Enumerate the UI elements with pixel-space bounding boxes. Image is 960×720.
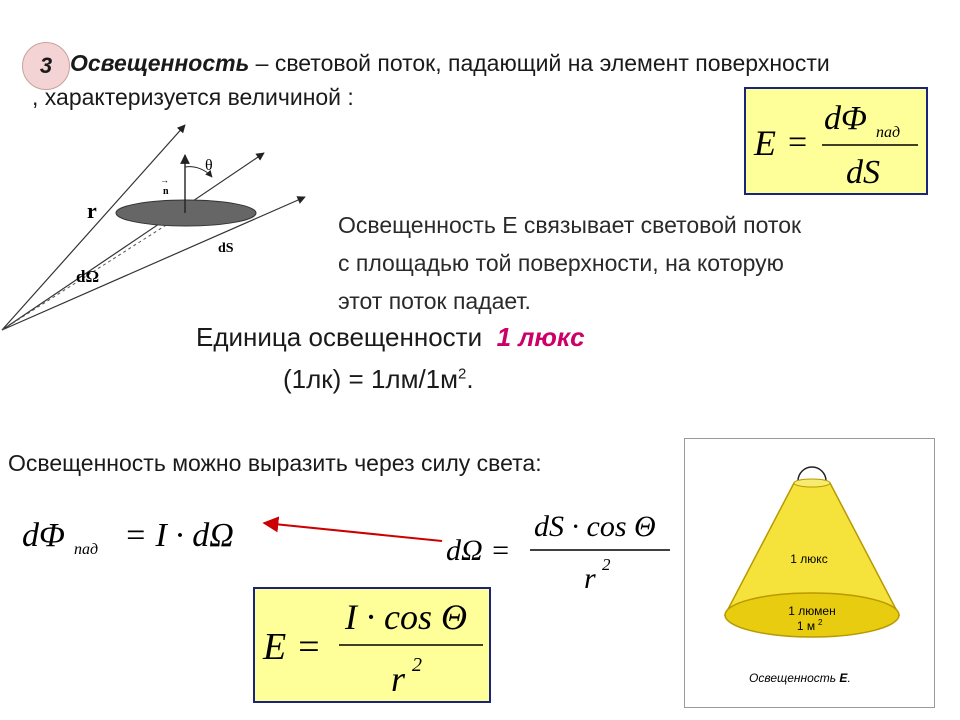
- label-1-m2-sup: 2: [818, 618, 823, 627]
- label-r: r: [87, 198, 97, 223]
- surface-element-ds: [116, 200, 256, 226]
- solid-angle-diagram: [0, 115, 320, 340]
- paragraph-line-1: Освещенность Е связывает световой поток: [338, 212, 802, 238]
- label-ds: dS: [218, 241, 234, 256]
- solid-lhs: dΩ =: [446, 534, 511, 567]
- final-denominator-sup: 2: [412, 654, 422, 676]
- label-normal: n: [163, 186, 169, 197]
- caption-symbol: E: [839, 671, 848, 685]
- formula-flux: [18, 508, 258, 560]
- caption-end: .: [847, 671, 851, 685]
- cone-caption: [749, 671, 851, 685]
- explanation-paragraph: [338, 206, 801, 320]
- label-theta: θ: [205, 157, 213, 174]
- label-1-m2: 1 м: [796, 619, 816, 633]
- formula-numerator: dΦ: [824, 100, 867, 137]
- paragraph-line-3: этот поток падает.: [338, 288, 531, 314]
- solid-denominator: r: [584, 562, 596, 595]
- solid-numerator: dS · cos Θ: [534, 510, 656, 543]
- definition-text: – световой поток, падающий на элемент поверхности: [249, 50, 830, 76]
- unit-text: Единица освещенности: [196, 322, 483, 352]
- final-lhs: E =: [263, 626, 322, 668]
- unit-definition-text: (1лк) = 1лм/1м: [283, 364, 459, 394]
- cone-illustration: [685, 439, 934, 707]
- cone-figure: [684, 438, 935, 708]
- section-number: 3: [39, 53, 53, 78]
- unit-value: 1 люкс: [496, 322, 585, 352]
- ray-top: [2, 125, 185, 330]
- flux-rhs: = I · dΩ: [124, 517, 234, 554]
- term-освещенность: Освещенность: [70, 50, 250, 76]
- label-domega: dΩ: [76, 267, 100, 286]
- flux-lhs: dΦ: [22, 517, 65, 554]
- section-number-badge: [22, 42, 70, 90]
- formula-final-box: [253, 587, 491, 703]
- formula-illuminance: [746, 89, 926, 193]
- unit-definition: [283, 364, 474, 395]
- solid-denominator-sup: 2: [602, 555, 611, 574]
- express-text: Освещенность можно выразить через силу света:: [8, 450, 542, 476]
- definition-continuation: , характеризуется величиной :: [32, 84, 354, 110]
- formula-denominator: dS: [846, 154, 880, 191]
- caption-prefix: Освещенность: [749, 671, 840, 685]
- definition-title: [70, 50, 830, 77]
- flux-sub: пад: [74, 541, 99, 558]
- cone-top: [794, 479, 830, 487]
- reference-arrow: [258, 515, 448, 551]
- final-denominator: r: [391, 659, 406, 699]
- label-1-lumen: 1 люмен: [788, 604, 836, 618]
- formula-lhs: E: [754, 123, 776, 163]
- label-normal-arrow: →: [160, 175, 169, 185]
- formula-illuminance-box: [744, 87, 928, 195]
- formula-numerator-sub: пад: [876, 124, 901, 141]
- final-numerator: I · cos Θ: [345, 597, 467, 637]
- formula-final: [255, 589, 489, 701]
- unit-definition-sup: 2: [458, 365, 467, 383]
- formula-solid-angle: [446, 502, 676, 598]
- label-1-lux: 1 люкс: [790, 552, 828, 566]
- paragraph-line-2: с площадью той поверхности, на которую: [338, 250, 784, 276]
- formula-equals: =: [788, 124, 808, 161]
- unit-definition-end: .: [466, 364, 474, 394]
- unit-line: [196, 322, 585, 353]
